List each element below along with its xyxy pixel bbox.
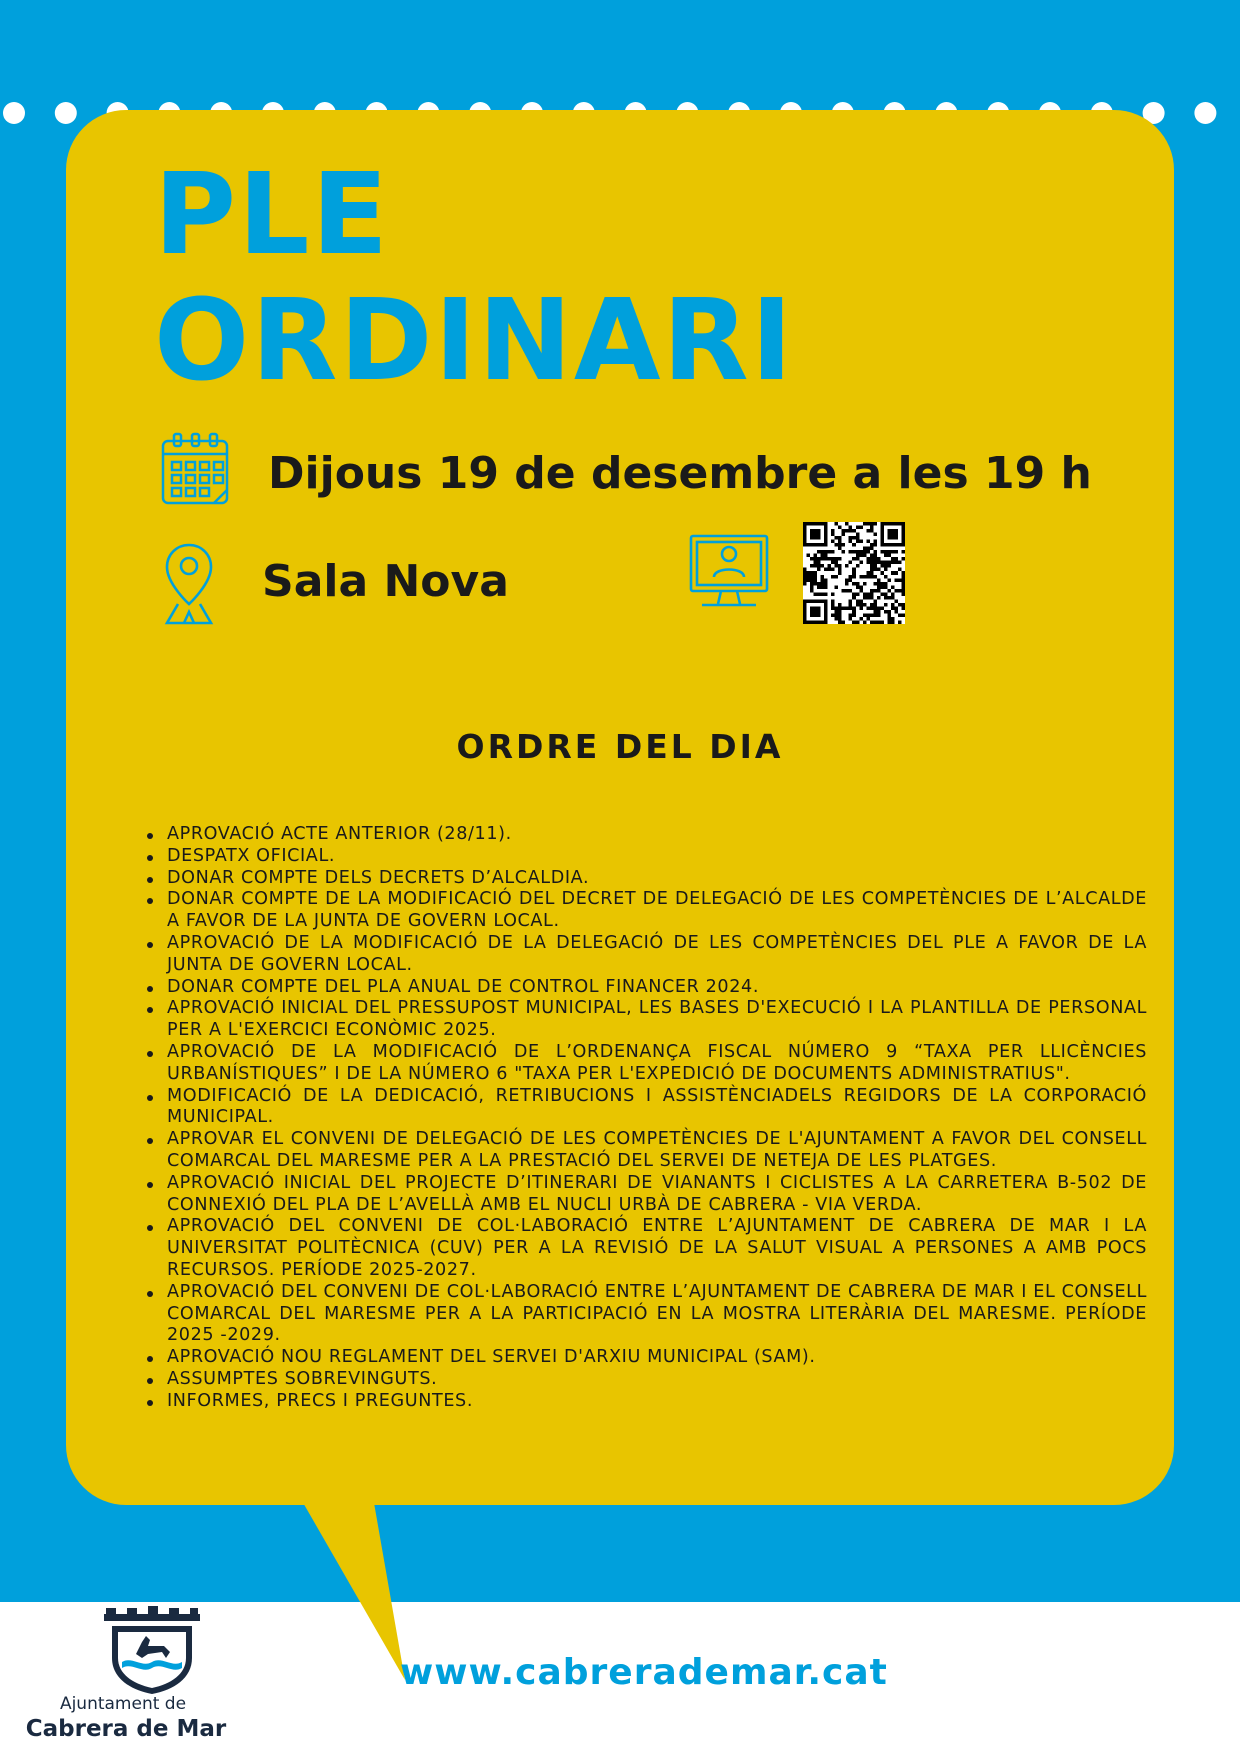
agenda-item: APROVACIÓ ACTE ANTERIOR (28/11). xyxy=(167,824,1147,846)
agenda-item: INFORMES, PRECS I PREGUNTES. xyxy=(167,1391,1147,1413)
title-line-1: PLE xyxy=(154,150,390,280)
agenda-item: APROVACIÓ INICIAL DEL PROJECTE D’ITINERARI DE VIANANTS I CICLISTES A LA CARRETERA B-502 DE CONNEXIÓ DEL PLA DE L’AVELLÀ AMB EL NUCLI URBÀ DE CABRERA - VIA VERDA. xyxy=(167,1172,1147,1215)
agenda-item: APROVACIÓ NOU REGLAMENT DEL SERVEI D'ARXIU MUNICIPAL (SAM). xyxy=(167,1347,1147,1369)
agenda-item: DONAR COMPTE DE LA MODIFICACIÓ DEL DECRET DE DELEGACIÓ DE LES COMPETÈNCIES DE L’ALCALDE A FAVOR DE LA JUNTA DE GOVERN LOCAL. xyxy=(167,889,1147,932)
crown-icon xyxy=(104,1606,200,1621)
agenda-item: ASSUMPTES SOBREVINGUTS. xyxy=(167,1369,1147,1391)
qr-code[interactable] xyxy=(803,522,905,624)
website-link[interactable]: www.cabrerademar.cat xyxy=(400,1652,888,1693)
location-pin-icon xyxy=(164,542,214,626)
agenda-item: APROVACIÓ DE LA MODIFICACIÓ DE LA DELEGACIÓ DE LES COMPETÈNCIES DEL PLE A FAVOR DE LA JUNTA DE GOVERN LOCAL. xyxy=(167,932,1147,975)
agenda-item: MODIFICACIÓ DE LA DEDICACIÓ, RETRIBUCIONS I ASSISTÈNCIADELS REGIDORS DE LA CORPORACIÓ MUNICIPAL. xyxy=(167,1085,1147,1128)
agenda-list xyxy=(145,824,1147,1413)
agenda-item: DESPATX OFICIAL. xyxy=(167,846,1147,868)
agenda-item: APROVACIÓ INICIAL DEL PRESSUPOST MUNICIPAL, LES BASES D'EXECUCIÓ I LA PLANTILLA DE PERSONAL PER A L'EXERCICI ECONÒMIC 2025. xyxy=(167,998,1147,1041)
online-computer-icon xyxy=(688,533,770,613)
agenda-title: ORDRE DEL DIA xyxy=(456,727,784,766)
logo-line-2: Cabrera de Mar xyxy=(25,1716,227,1742)
agenda-item: APROVACIÓ DE LA MODIFICACIÓ DE L’ORDENANÇA FISCAL NÚMERO 9 “TAXA PER LLICÈNCIES URBANÍSTIQUES” I DE LA NÚMERO 6 "TAXA PER L'EXPEDICIÓ DE DOCUMENTS ADMINISTRATIUS". xyxy=(167,1041,1147,1084)
agenda-item: APROVAR EL CONVENI DE DELEGACIÓ DE LES COMPETÈNCIES DE L'AJUNTAMENT A FAVOR DEL CONSELL COMARCAL DEL MARESME PER A LA PRESTACIÓ DEL SERVEI DE NETEJA DE LES PLATGES. xyxy=(167,1129,1147,1171)
calendar-icon xyxy=(160,432,232,508)
logo-line-1: Ajuntament de xyxy=(59,1694,187,1714)
agenda-item: DONAR COMPTE DELS DECRETS D’ALCALDIA. xyxy=(167,868,1147,890)
page-title xyxy=(154,152,794,404)
event-date: Dijous 19 de desembre a les 19 h xyxy=(268,448,1092,499)
event-place: Sala Nova xyxy=(262,556,509,607)
agenda-item: DONAR COMPTE DEL PLA ANUAL DE CONTROL FINANCER 2024. xyxy=(167,977,1147,999)
agenda-item: APROVACIÓ DEL CONVENI DE COL·LABORACIÓ ENTRE L’AJUNTAMENT DE CABRERA DE MAR I LA UNIVERSITAT POLITÈCNICA (CUV) PER A LA REVISIÓ DE LA SALUT VISUAL A PERSONES A AMB POCS RECURSOS. PERÍODE 2025-2027. xyxy=(167,1216,1147,1280)
agenda-item: APROVACIÓ DEL CONVENI DE COL·LABORACIÓ ENTRE L’AJUNTAMENT DE CABRERA DE MAR I EL CONSELL COMARCAL DEL MARESME PER A LA PARTICIPACIÓ EN LA MOSTRA LITERÀRIA DEL MARESME. PERÍODE 2025 -2029. xyxy=(167,1281,1147,1346)
title-line-2: ORDINARI xyxy=(154,276,795,406)
